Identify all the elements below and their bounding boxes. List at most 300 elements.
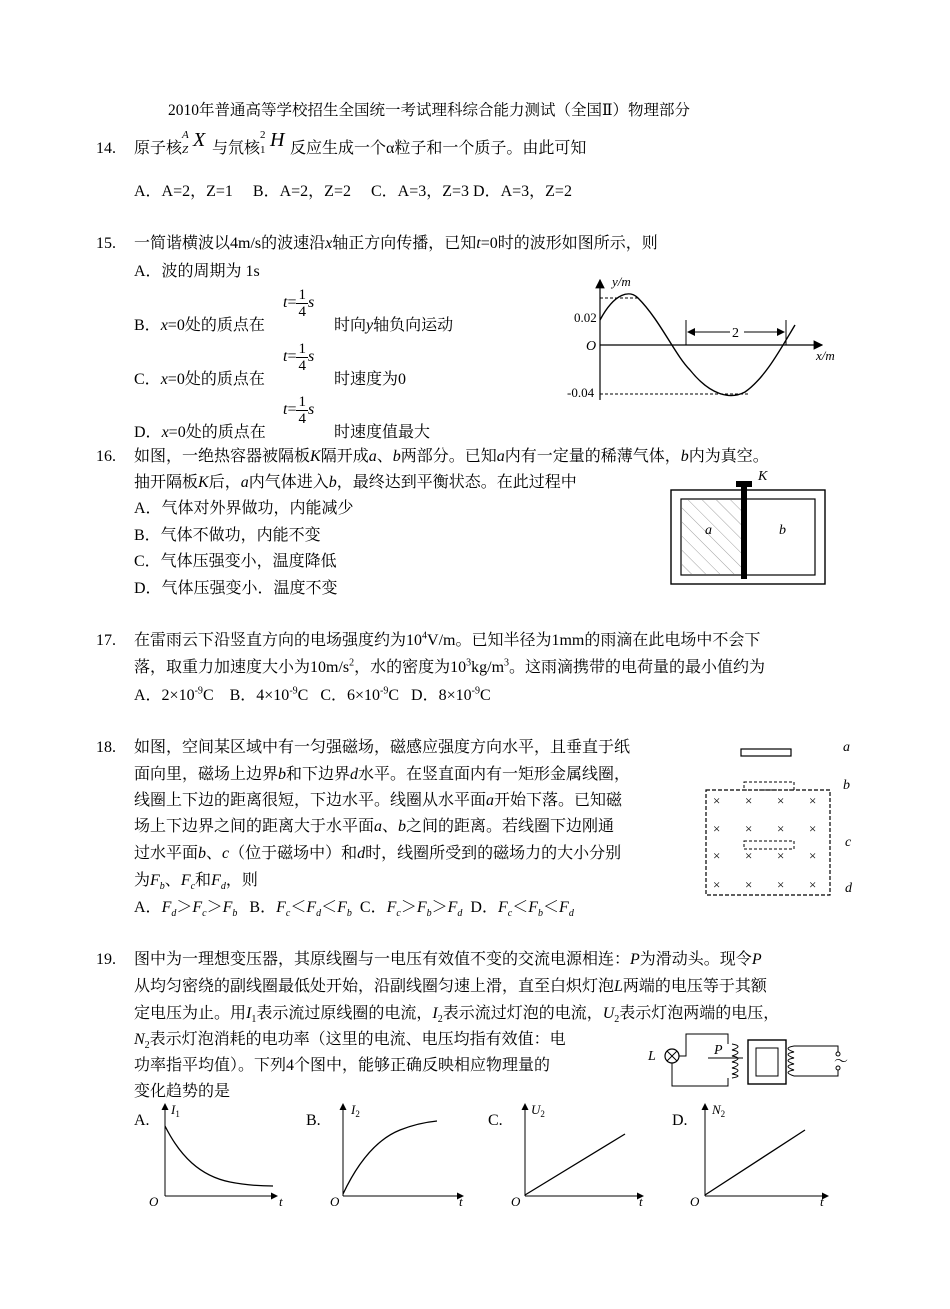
q17-d-unit: C: [479, 687, 491, 704]
q18-l5-e: （位于磁场中）和: [229, 845, 358, 862]
frac-den: 4: [298, 411, 306, 427]
q17-d-label: D．8×10: [411, 687, 472, 704]
q17-a-unit: C: [202, 687, 214, 704]
graph-c-origin: O: [511, 1194, 521, 1209]
q16-l2-b: 后，: [208, 474, 241, 491]
q17-b-exp: -9: [289, 685, 298, 697]
graph-b-label: B.: [306, 1112, 321, 1129]
q15-c-label: C．: [134, 371, 161, 388]
q19-l1-a: 图中为一理想变压器，其原线圈与一电压有效值不变的交流电源相连：: [134, 951, 631, 968]
graph-b-ylabel-main: I: [351, 1102, 356, 1117]
q19-l4-n2: N: [134, 1031, 145, 1048]
q18-l5-g: 时，线圈所受到的磁场力的大小分别: [365, 845, 622, 862]
graph-c-ylabel-main: U: [531, 1102, 541, 1117]
q19-l2-l: L: [614, 978, 623, 995]
q17-b-label: B．4×10: [229, 687, 290, 704]
q18-l5-f: d: [357, 845, 366, 862]
q18-c-f1: F: [386, 899, 397, 916]
label-c: c: [845, 835, 852, 850]
q18-l6-b: 、: [164, 872, 181, 889]
q18-d-f3: F: [559, 899, 569, 916]
q16-line1: [134, 446, 769, 468]
q16-l1-k: K: [310, 448, 321, 465]
graph-b-origin: O: [330, 1194, 340, 1209]
q18-a-s3: b: [232, 908, 238, 920]
q15-d-label: D．: [134, 424, 162, 441]
q18-b-f1: F: [276, 899, 286, 916]
q18-c-label: C．: [359, 899, 387, 916]
cross-mark: ×: [713, 848, 721, 863]
q18-option-c: [359, 899, 463, 920]
q15-b-fraction: [283, 287, 314, 320]
cross-mark: ×: [713, 877, 721, 892]
q16-l1-e: 内有一定量的稀薄气体，: [504, 448, 681, 465]
q15-d-x: x: [161, 424, 169, 441]
q19-l2-b: 两端的电压等于其额: [622, 978, 767, 995]
q18-c-s3: d: [457, 908, 463, 920]
cross-mark: ×: [809, 793, 817, 808]
q18-line3: [134, 790, 622, 812]
q17-a-label: A．2×10: [134, 687, 195, 704]
graph-c: [495, 1098, 655, 1210]
graph-a-label: A.: [134, 1112, 150, 1129]
q19-l1-p2: P: [751, 951, 762, 968]
primary-coil: [788, 1046, 794, 1076]
q19-l3-i1: I: [246, 1005, 252, 1022]
wave-x-label: x/m: [816, 348, 835, 363]
q16-option-c: C．气体压强变小，温度降低: [134, 553, 337, 570]
label-a: a: [705, 523, 712, 538]
nucleus-x-charge: Z: [182, 144, 189, 156]
q16-number: 16.: [96, 448, 116, 465]
q15-d-mid: =0处的质点在: [168, 424, 266, 441]
graph-b-ylabel: [350, 1102, 360, 1119]
q18-a-op1: ＞: [176, 899, 193, 916]
q15-c-x: x: [160, 371, 168, 388]
frac-eq: =: [287, 348, 297, 366]
q14-options: A．A=2，Z=1 B．A=2，Z=2 C．A=3，Z=3 D．A=3，Z=2: [134, 183, 572, 200]
graph-a-curve: [165, 1126, 273, 1186]
q16-option-d: D．气体压强变小．温度不变: [134, 580, 338, 597]
transformer-core-inner: [756, 1048, 778, 1076]
magnetic-field-figure: [700, 735, 865, 905]
q18-l6-fd-sub: d: [220, 881, 226, 893]
q18-b-label: B．: [249, 899, 277, 916]
q15-c-mid: =0处的质点在: [167, 371, 265, 388]
q17-line2: [134, 657, 765, 679]
q16-l1-b2: b: [392, 448, 401, 465]
cross-mark: ×: [777, 877, 785, 892]
q15-stem-t: t: [476, 235, 481, 252]
q18-option-a: [134, 899, 238, 920]
q18-a-s2: c: [202, 908, 207, 920]
frac-quarter: [296, 287, 308, 320]
q15-number: 15.: [96, 235, 116, 252]
q18-c-op2: ＞: [431, 899, 448, 916]
label-b: b: [843, 778, 850, 793]
q17-b-unit: C: [297, 687, 309, 704]
q16-option-a: A．气体对外界做功，内能减少: [134, 500, 354, 517]
q15-d-tail: 时速度值最大: [334, 424, 431, 441]
q18-a-f1: F: [161, 899, 172, 916]
q16-l1-f: 内为真空。: [688, 448, 769, 465]
cross-mark: ×: [745, 877, 753, 892]
q19-line6: 变化趋势的是: [134, 1083, 231, 1100]
q19-l2-a: 从均匀密绕的副线圈最低处开始，沿副线圈匀速上滑，直至白炽灯泡: [134, 978, 615, 995]
q18-c-f3: F: [447, 899, 458, 916]
graph-a-ylabel-sub: 1: [175, 1109, 180, 1119]
q19-l3-d: 表示灯泡两端的电压，: [619, 1005, 780, 1022]
wave-y-label: y/m: [612, 274, 631, 289]
page-title: 2010年普通高等学校招生全国统一考试理科综合能力测试（全国Ⅱ）物理部分: [168, 102, 691, 119]
q18-a-f3: F: [222, 899, 233, 916]
source-wire-bottom: [794, 1070, 838, 1076]
q17-l1-a: 在雷雨云下沿竖直方向的电场强度约为10: [134, 632, 423, 649]
q18-l3-b: a: [486, 792, 495, 809]
q15-b-x: x: [160, 317, 168, 334]
q17-c-exp: -9: [380, 685, 389, 697]
graph-c-xlabel: t: [639, 1194, 643, 1209]
q18-b-s3: b: [346, 908, 352, 920]
frac-unit: s: [307, 348, 315, 366]
frac-num: 1: [298, 287, 306, 303]
frac-den: 4: [298, 358, 306, 374]
q15-stem-x: x: [325, 235, 333, 252]
graph-d-ylabel: [711, 1102, 725, 1119]
q18-c-s1: c: [396, 908, 401, 920]
q17-number: 17.: [96, 632, 116, 649]
q18-a-f2: F: [192, 899, 203, 916]
wave-neg-tick: -0.04: [567, 385, 595, 400]
q15-c-fraction: [283, 341, 314, 374]
q18-option-b: [249, 899, 352, 920]
q15-b-mid: =0处的质点在: [167, 317, 265, 334]
frac-unit: s: [307, 294, 315, 312]
q15-stem-b: 轴正方向传播，已知: [332, 235, 477, 252]
q18-line2: [134, 764, 630, 786]
q15-stem-a: 一简谐横波以4m/s的波速沿: [134, 235, 326, 252]
q17-options: [134, 685, 491, 707]
q18-l5-d: c: [222, 845, 230, 862]
q17-a-exp: -9: [194, 685, 203, 697]
q19-l3-i1-sub: 1: [251, 1014, 257, 1026]
frac-num: 1: [298, 394, 306, 410]
q17-l2-d: 。这雨滴携带的电荷量的最小值约为: [509, 659, 766, 676]
q16-l1-d: 两部分。已知: [400, 448, 497, 465]
q15-b-tail-b: 轴负向运动: [373, 317, 454, 334]
label-b: b: [779, 523, 786, 538]
q18-l6-fc: F: [180, 872, 191, 889]
q19-l3-u2: U: [602, 1005, 615, 1022]
q16-l1-c: 、: [376, 448, 393, 465]
q18-l6-fd: F: [211, 872, 221, 889]
graph-d: [680, 1098, 840, 1210]
q18-l6-c: 和: [195, 872, 212, 889]
q14-text-b: 与氘核: [212, 140, 261, 157]
q15-option-c: [134, 369, 265, 391]
q15-b-tail-y: y: [366, 317, 374, 334]
q19-l3-u2-sub: 2: [614, 1014, 620, 1026]
graph-c-ylabel: [531, 1102, 545, 1119]
cross-mark: ×: [809, 848, 817, 863]
q18-l5-c: 、: [206, 845, 223, 862]
nucleus-x: [182, 129, 212, 160]
q17-l2-a: 落，取重力加速度大小为10m/s: [134, 659, 350, 676]
graph-c-label: C.: [488, 1112, 503, 1129]
q15-c-tail: 时速度为0: [334, 371, 407, 388]
q18-b-s2: d: [316, 908, 322, 920]
frac-eq: =: [287, 401, 297, 419]
wave-pos-tick: 0.02: [574, 310, 597, 325]
q18-l2-e: 水平。在竖直面内有一矩形金属线圈，: [358, 766, 631, 783]
field-crosses: [713, 793, 816, 892]
q17-line1: [134, 630, 760, 652]
q18-line1: 如图，空间某区域中有一匀强磁场，磁感应强度方向水平，且垂直于纸: [134, 739, 631, 756]
q17-l2-c: kg/m: [471, 659, 505, 676]
graph-d-origin: O: [690, 1194, 700, 1209]
graph-a-xlabel: t: [279, 1194, 283, 1209]
graph-d-ylabel-main: N: [712, 1102, 721, 1117]
q19-l1-p: P: [630, 951, 640, 968]
q16-l2-a2: a: [240, 474, 249, 491]
q19-l3-b: 表示流过原线圈的电流，: [256, 1005, 433, 1022]
q18-l3-a: 线圈上下边的距离很短，下边水平。线圈从水平面: [134, 792, 487, 809]
q18-b-op2: ＜: [321, 899, 338, 916]
nucleus-h-charge: 1: [260, 144, 266, 156]
q17-option-a: [134, 687, 214, 704]
q15-option-d: [134, 422, 266, 444]
frac-t: t: [283, 348, 288, 366]
q17-c-label: C．6×10: [320, 687, 381, 704]
graph-a-ylabel: [170, 1102, 180, 1119]
q15-d-fraction: [283, 394, 314, 427]
q17-c-unit: C: [388, 687, 400, 704]
graph-d-line: [705, 1130, 805, 1195]
q15-b-tail-a: 时向: [334, 317, 367, 334]
wave-graph: [560, 270, 850, 410]
frac-num: 1: [298, 341, 306, 357]
q18-a-s1: d: [171, 908, 177, 920]
q18-options: [134, 897, 574, 919]
q14-text-c: 反应生成一个α粒子和一个质子。由此可知: [290, 140, 587, 157]
q17-option-d: [411, 687, 491, 704]
q16-l2-c: 内气体进入: [248, 474, 329, 491]
q17-l2-sup2: 3: [466, 657, 472, 669]
graph-d-label: D.: [672, 1112, 688, 1129]
q16-option-b: B．气体不做功，内能不变: [134, 527, 321, 544]
nucleus-h-symbol: H: [270, 129, 285, 151]
graph-d-ylabel-sub: 2: [720, 1109, 726, 1119]
coil-at-a: [741, 749, 791, 756]
q16-line2: [134, 472, 577, 494]
wave-origin: O: [586, 339, 597, 354]
q19-l4-a: 表示灯泡消耗的电功率（这里的电流、电压均指有效值：电: [149, 1031, 566, 1048]
q18-d-s1: c: [507, 908, 513, 920]
q18-l4-b: a: [374, 818, 383, 835]
q19-l3-a: 定电压为止。用: [134, 1005, 247, 1022]
q18-a-label: A．: [134, 899, 162, 916]
q18-b-op1: ＜: [290, 899, 307, 916]
q18-number: 18.: [96, 739, 116, 756]
q18-l4-a: 场上下边界之间的距离大于水平面: [134, 818, 375, 835]
q18-l5-b: b: [198, 845, 207, 862]
q19-l3-i2: I: [432, 1005, 438, 1022]
label-k: K: [758, 469, 768, 484]
q18-option-d: [470, 899, 574, 920]
q19-line2: [134, 976, 767, 998]
nucleus-x-mass: A: [182, 129, 189, 141]
q16-l2-d: ，最终达到平衡状态。在此过程中: [336, 474, 577, 491]
lamp-wire-bottom: [672, 1063, 728, 1086]
q18-d-op1: ＜: [512, 899, 529, 916]
q18-d-op2: ＜: [543, 899, 560, 916]
graph-c-ylabel-sub: 2: [540, 1109, 545, 1119]
cross-mark: ×: [745, 848, 753, 863]
q15-stem-c: =0时的波形如图所示，则: [480, 235, 658, 252]
q18-d-s2: b: [538, 908, 544, 920]
q19-line4: [134, 1029, 566, 1051]
q15-b-label: B．: [134, 317, 161, 334]
q18-l4-e: 之间的距离。若线圈下边刚通: [406, 818, 615, 835]
q16-l1-a: 如图，一绝热容器被隔板: [134, 448, 311, 465]
q18-l4-c: 、: [382, 818, 399, 835]
label-p: P: [714, 1043, 723, 1058]
graph-b: [315, 1098, 475, 1210]
cross-mark: ×: [745, 793, 753, 808]
partition-k: [741, 485, 747, 579]
q18-b-f2: F: [306, 899, 317, 916]
q18-l6-a: 为: [134, 872, 151, 889]
q18-d-s3: d: [568, 908, 574, 920]
coil-at-b: [744, 782, 794, 790]
q19-line1: [134, 949, 762, 971]
nucleus-x-symbol: X: [193, 129, 206, 151]
frac-unit: s: [307, 401, 315, 419]
wave-span-label: 2: [732, 326, 739, 341]
label-l: L: [648, 1049, 656, 1064]
q19-l3-c: 表示流过灯泡的电流，: [442, 1005, 603, 1022]
q18-c-op1: ＞: [400, 899, 417, 916]
q18-l6-fb: F: [150, 872, 160, 889]
q16-l1-a2: a: [368, 448, 377, 465]
transformer-figure: [648, 1030, 858, 1100]
graph-a-origin: O: [149, 1194, 159, 1209]
q19-line3: [134, 1003, 779, 1025]
label-d: d: [845, 881, 852, 896]
q18-c-f2: F: [416, 899, 427, 916]
q15-option-b: [134, 315, 265, 337]
graph-b-curve: [343, 1121, 437, 1194]
graph-b-ylabel-sub: 2: [355, 1109, 360, 1119]
q19-l1-b: 为滑动头。现令: [639, 951, 752, 968]
q14-text-a: 原子核: [134, 140, 183, 157]
secondary-coil: [732, 1044, 738, 1078]
q16-l2-a: 抽开隔板: [134, 474, 199, 491]
transformer-core: [748, 1040, 786, 1084]
container-figure: [668, 466, 838, 588]
frac-t: t: [283, 401, 288, 419]
q18-l6-fc-sub: c: [190, 881, 196, 893]
q18-line6: [134, 870, 258, 892]
frac-quarter: [296, 341, 308, 374]
q17-option-c: [320, 687, 399, 704]
q14-stem: [134, 129, 587, 160]
nucleus-h: [260, 129, 290, 160]
q16-l2-k: K: [198, 474, 209, 491]
q18-l2-c: 和下边界: [286, 766, 351, 783]
q18-d-label: D．: [470, 899, 498, 916]
q19-l4-n2-sub: 2: [144, 1040, 150, 1052]
q18-line4: [134, 816, 614, 838]
q16-l1-b: 隔开成: [320, 448, 369, 465]
frac-den: 4: [298, 304, 306, 320]
q17-d-exp: -9: [471, 685, 480, 697]
q14-number: 14.: [96, 140, 116, 157]
cross-mark: ×: [777, 821, 785, 836]
cross-mark: ×: [713, 793, 721, 808]
q17-l1-b: V/m。已知半径为1mm的雨滴在此电场中不会下: [427, 632, 761, 649]
ac-source-icon: ～: [834, 1055, 848, 1070]
q17-option-b: [230, 687, 309, 704]
graph-a: [145, 1098, 290, 1210]
cross-mark: ×: [745, 821, 753, 836]
q18-l6-d: ，则: [225, 872, 258, 889]
q17-l2-sup3: 3: [504, 657, 510, 669]
q19-l3-i2-sub: 2: [437, 1014, 443, 1026]
q15-b-tail: [334, 315, 453, 337]
q18-line5: [134, 843, 621, 865]
frac-quarter: [296, 394, 308, 427]
cross-mark: ×: [809, 877, 817, 892]
graph-a-ylabel-main: I: [171, 1102, 176, 1117]
q16-l1-b3: b: [680, 448, 689, 465]
q18-l4-d: b: [398, 818, 407, 835]
q18-d-f2: F: [528, 899, 539, 916]
q18-c-s2: b: [426, 908, 432, 920]
cross-mark: ×: [777, 793, 785, 808]
q18-l3-c: 开始下落。已知磁: [494, 792, 623, 809]
label-a: a: [843, 740, 850, 755]
graph-d-xlabel: t: [820, 1194, 824, 1209]
q18-l2-b: b: [278, 766, 287, 783]
q18-d-f1: F: [497, 899, 508, 916]
frac-eq: =: [287, 294, 297, 312]
q15-stem: [134, 233, 658, 255]
partition-handle: [736, 481, 752, 487]
q19-number: 19.: [96, 951, 116, 968]
q19-line5: 功率指平均值）。下列4个图中，能够正确反映相应物理量的: [134, 1057, 551, 1074]
cross-mark: ×: [713, 821, 721, 836]
nucleus-h-mass: 2: [260, 129, 266, 141]
q17-l2-sup: 2: [349, 657, 355, 669]
q18-b-f3: F: [337, 899, 347, 916]
q17-l1-sup: 4: [422, 630, 428, 642]
cross-mark: ×: [777, 848, 785, 863]
q18-a-op2: ＞: [206, 899, 223, 916]
q15-option-a: A．波的周期为 1s: [134, 263, 260, 280]
q16-l2-b2: b: [328, 474, 337, 491]
q17-l2-b: ，水的密度为10: [354, 659, 467, 676]
graph-b-xlabel: t: [459, 1194, 463, 1209]
q18-b-s1: c: [285, 908, 291, 920]
q18-l5-a: 过水平面: [134, 845, 199, 862]
frac-t: t: [283, 294, 288, 312]
q18-l2-d: d: [350, 766, 359, 783]
q16-l1-a3: a: [496, 448, 505, 465]
q18-l2-a: 面向里，磁场上边界: [134, 766, 279, 783]
graph-c-line: [525, 1134, 625, 1195]
q18-l6-fb-sub: b: [159, 881, 165, 893]
